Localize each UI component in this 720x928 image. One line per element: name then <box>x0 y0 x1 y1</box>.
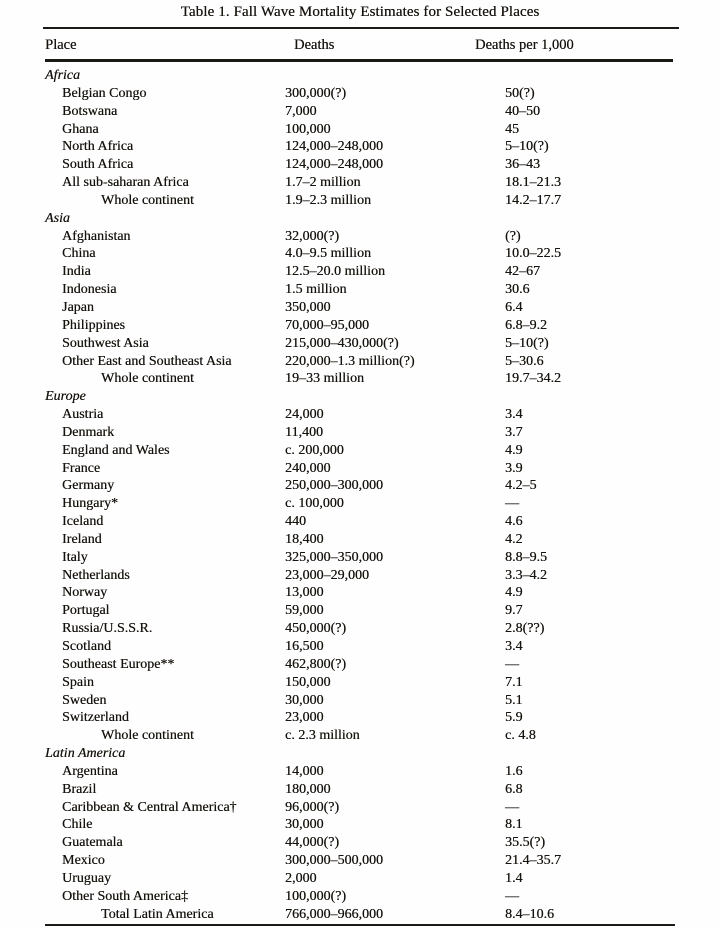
rate-cell: 6.8 <box>505 781 523 797</box>
table-row <box>0 138 720 156</box>
deaths-cell: 220,000–1.3 million(?) <box>285 353 415 369</box>
place-cell: Caribbean & Central America† <box>62 799 237 815</box>
deaths-cell: 766,000–966,000 <box>285 906 383 922</box>
rate-cell: 4.9 <box>505 585 523 601</box>
place-cell: Philippines <box>62 317 126 333</box>
deaths-cell: 13,000 <box>285 585 324 601</box>
place-cell: South Africa <box>62 157 134 173</box>
place-cell: Southeast Europe** <box>62 656 175 672</box>
place-cell: Austria <box>62 407 104 423</box>
deaths-cell: 30,000 <box>285 817 324 833</box>
table-row <box>0 834 720 852</box>
rate-cell: 4.2–5 <box>505 478 537 494</box>
rate-cell: 5–10(?) <box>505 139 549 155</box>
place-cell: Other South America‡ <box>62 888 188 904</box>
rate-cell: 36–43 <box>505 157 540 173</box>
rate-cell: 1.4 <box>505 870 523 886</box>
deaths-cell: 23,000 <box>285 710 324 726</box>
table-row <box>0 442 720 460</box>
table-row <box>0 477 720 495</box>
deaths-cell: 124,000–248,000 <box>285 139 383 155</box>
subtotal-row <box>0 192 720 210</box>
deaths-cell: 18,400 <box>285 531 324 547</box>
place-cell: India <box>62 264 91 280</box>
rate-cell: 35.5(?) <box>505 835 546 851</box>
column-header-deaths: Deaths <box>294 37 335 53</box>
place-cell: England and Wales <box>62 442 170 458</box>
table-row <box>0 460 720 478</box>
rate-cell: (?) <box>505 228 521 244</box>
deaths-cell: 462,800(?) <box>285 656 347 672</box>
place-cell: Afghanistan <box>62 228 131 244</box>
place-cell: China <box>62 246 96 262</box>
deaths-cell: 16,500 <box>285 639 324 654</box>
place-cell: Spain <box>62 674 94 690</box>
rate-cell: 6.8–9.2 <box>505 317 547 333</box>
place-cell: Ghana <box>62 121 99 137</box>
table-row <box>0 174 720 192</box>
place-cell: Guatemala <box>62 835 123 851</box>
rate-cell: 9.7 <box>505 603 523 619</box>
rate-cell: 2.8(??) <box>505 621 545 637</box>
section-name: Africa <box>45 68 80 83</box>
deaths-cell: 100,000 <box>285 121 331 137</box>
place-cell: Norway <box>62 585 108 601</box>
deaths-cell: 11,400 <box>285 424 323 440</box>
place-cell: Hungary* <box>62 496 118 512</box>
deaths-cell: 350,000 <box>285 299 331 315</box>
deaths-cell: 2,000 <box>285 870 317 886</box>
column-header-row <box>0 37 720 59</box>
table-row <box>0 799 720 817</box>
deaths-cell: 4.0–9.5 million <box>285 246 371 262</box>
table-row <box>0 406 720 424</box>
table-row <box>0 870 720 888</box>
deaths-cell: 100,000(?) <box>285 888 347 904</box>
deaths-cell: 1.9–2.3 million <box>285 192 371 208</box>
rate-cell: 40–50 <box>505 103 540 119</box>
place-cell: Whole continent <box>101 728 194 744</box>
place-cell: All sub-saharan Africa <box>62 175 189 191</box>
deaths-cell: 7,000 <box>285 103 317 119</box>
table-row <box>0 103 720 121</box>
rate-cell: 50(?) <box>505 85 535 101</box>
place-cell: Sweden <box>62 692 107 708</box>
table-row <box>0 531 720 549</box>
deaths-cell: 124,000–248,000 <box>285 157 383 173</box>
header-rule <box>45 59 673 62</box>
table-row <box>0 263 720 281</box>
table-row <box>0 602 720 620</box>
table-row <box>0 692 720 710</box>
deaths-cell: 14,000 <box>285 763 324 779</box>
subtotal-row <box>0 370 720 388</box>
deaths-cell: 150,000 <box>285 674 331 690</box>
place-cell: Brazil <box>62 781 97 797</box>
place-cell: Other East and Southeast Asia <box>62 353 232 369</box>
place-cell: Switzerland <box>62 710 129 726</box>
table-row <box>0 709 720 727</box>
table-row <box>0 156 720 174</box>
deaths-cell: 450,000(?) <box>285 621 347 637</box>
table-row <box>0 424 720 442</box>
deaths-cell: 23,000–29,000 <box>285 567 369 583</box>
place-cell: Iceland <box>62 514 104 530</box>
deaths-cell: 215,000–430,000(?) <box>285 335 399 351</box>
section-header-row <box>0 745 720 763</box>
table-row <box>0 620 720 638</box>
table-row <box>0 335 720 353</box>
section-header-row <box>0 388 720 406</box>
rate-cell: 45 <box>505 121 519 137</box>
deaths-cell: 300,000–500,000 <box>285 853 383 869</box>
subtotal-row <box>0 906 720 924</box>
deaths-cell: 240,000 <box>285 460 331 476</box>
place-cell: Botswana <box>62 103 118 119</box>
rate-cell: 5.1 <box>505 692 523 708</box>
place-cell: Mexico <box>62 853 105 869</box>
rate-cell: 8.1 <box>505 817 523 833</box>
rate-cell: — <box>505 496 519 512</box>
rate-cell: 3.4 <box>505 407 523 423</box>
table-body <box>0 67 720 924</box>
deaths-cell: c. 200,000 <box>285 442 344 458</box>
rate-cell: 4.6 <box>505 514 523 530</box>
place-cell: Indonesia <box>62 282 117 298</box>
deaths-cell: 44,000(?) <box>285 835 340 851</box>
table-row <box>0 656 720 674</box>
place-cell: Uruguay <box>62 870 111 886</box>
place-cell: Southwest Asia <box>62 335 149 351</box>
rate-cell: — <box>505 656 519 672</box>
deaths-cell: 96,000(?) <box>285 799 340 815</box>
deaths-cell: 70,000–95,000 <box>285 317 369 333</box>
rate-cell: 3.9 <box>505 460 523 476</box>
section-name: Latin America <box>45 746 126 762</box>
table-row <box>0 567 720 585</box>
rate-cell: 10.0–22.5 <box>505 246 561 262</box>
table-row <box>0 513 720 531</box>
section-name: Europe <box>45 389 86 405</box>
rate-cell: 5–10(?) <box>505 335 549 351</box>
deaths-cell: 32,000(?) <box>285 228 340 244</box>
rate-cell: 3.3–4.2 <box>505 567 547 583</box>
rate-cell: 30.6 <box>505 282 530 298</box>
place-cell: Scotland <box>62 639 111 654</box>
table-row <box>0 763 720 781</box>
column-header-place: Place <box>45 37 77 53</box>
place-cell: Argentina <box>62 763 118 779</box>
rate-cell: 4.9 <box>505 442 523 458</box>
deaths-cell: 19–33 million <box>285 371 364 387</box>
table-row <box>0 85 720 103</box>
place-cell: Portugal <box>62 603 110 619</box>
rate-cell: — <box>505 888 519 904</box>
table-row <box>0 121 720 139</box>
table-row <box>0 353 720 371</box>
table-row <box>0 852 720 870</box>
rate-cell: 6.4 <box>505 299 523 315</box>
place-cell: Whole continent <box>101 192 194 208</box>
deaths-cell: 300,000(?) <box>285 85 347 101</box>
table-row <box>0 584 720 602</box>
rate-cell: 7.1 <box>505 674 523 690</box>
place-cell: Chile <box>62 817 93 833</box>
rate-cell: 5.9 <box>505 710 523 726</box>
rate-cell: 8.8–9.5 <box>505 549 547 565</box>
column-header-rate: Deaths per 1,000 <box>475 37 574 53</box>
deaths-cell: 30,000 <box>285 692 324 708</box>
place-cell: Germany <box>62 478 115 494</box>
place-cell: Italy <box>62 549 88 565</box>
table-title: Table 1. Fall Wave Mortality Estimates for Selected Places <box>180 4 540 20</box>
table-row <box>0 549 720 567</box>
bottom-rule <box>45 924 675 926</box>
rate-cell: 18.1–21.3 <box>505 175 561 191</box>
rate-cell: 8.4–10.6 <box>505 906 554 922</box>
place-cell: Whole continent <box>101 371 194 387</box>
table-row <box>0 245 720 263</box>
rate-cell: c. 4.8 <box>505 728 536 744</box>
place-cell: Denmark <box>62 424 115 440</box>
table-row <box>0 299 720 317</box>
deaths-cell: 180,000 <box>285 781 331 797</box>
table-row <box>0 495 720 513</box>
deaths-cell: 440 <box>285 514 306 530</box>
place-cell: Netherlands <box>62 567 130 583</box>
rate-cell: 1.6 <box>505 763 523 779</box>
rate-cell: 4.2 <box>505 531 523 547</box>
place-cell: France <box>62 460 101 476</box>
subtotal-row <box>0 727 720 745</box>
rate-cell: 3.7 <box>505 424 523 440</box>
table-row <box>0 281 720 299</box>
table-row <box>0 888 720 906</box>
place-cell: Russia/U.S.S.R. <box>62 621 153 637</box>
table-row <box>0 781 720 799</box>
table-row <box>0 638 720 656</box>
rate-cell: 19.7–34.2 <box>505 371 561 387</box>
place-cell: Belgian Congo <box>62 85 147 101</box>
rate-cell: 3.4 <box>505 639 523 654</box>
section-header-row <box>0 67 720 85</box>
rate-cell: — <box>505 799 519 815</box>
section-header-row <box>0 210 720 228</box>
place-cell: North Africa <box>62 139 134 155</box>
place-cell: Ireland <box>62 531 102 547</box>
place-cell: Total Latin America <box>101 906 214 922</box>
top-rule <box>43 27 679 29</box>
deaths-cell: 1.5 million <box>285 282 347 298</box>
deaths-cell: 250,000–300,000 <box>285 478 383 494</box>
table-row <box>0 228 720 246</box>
table-row <box>0 674 720 692</box>
deaths-cell: 24,000 <box>285 407 324 423</box>
rate-cell: 14.2–17.7 <box>505 192 561 208</box>
deaths-cell: 12.5–20.0 million <box>285 264 385 280</box>
deaths-cell: 325,000–350,000 <box>285 549 383 565</box>
place-cell: Japan <box>62 299 94 315</box>
deaths-cell: c. 100,000 <box>285 496 344 512</box>
deaths-cell: 1.7–2 million <box>285 175 361 191</box>
table-row <box>0 816 720 834</box>
table-row <box>0 317 720 335</box>
rate-cell: 21.4–35.7 <box>505 853 561 869</box>
section-name: Asia <box>45 210 70 226</box>
deaths-cell: 59,000 <box>285 603 324 619</box>
rate-cell: 42–67 <box>505 264 540 280</box>
deaths-cell: c. 2.3 million <box>285 728 360 744</box>
rate-cell: 5–30.6 <box>505 353 544 369</box>
